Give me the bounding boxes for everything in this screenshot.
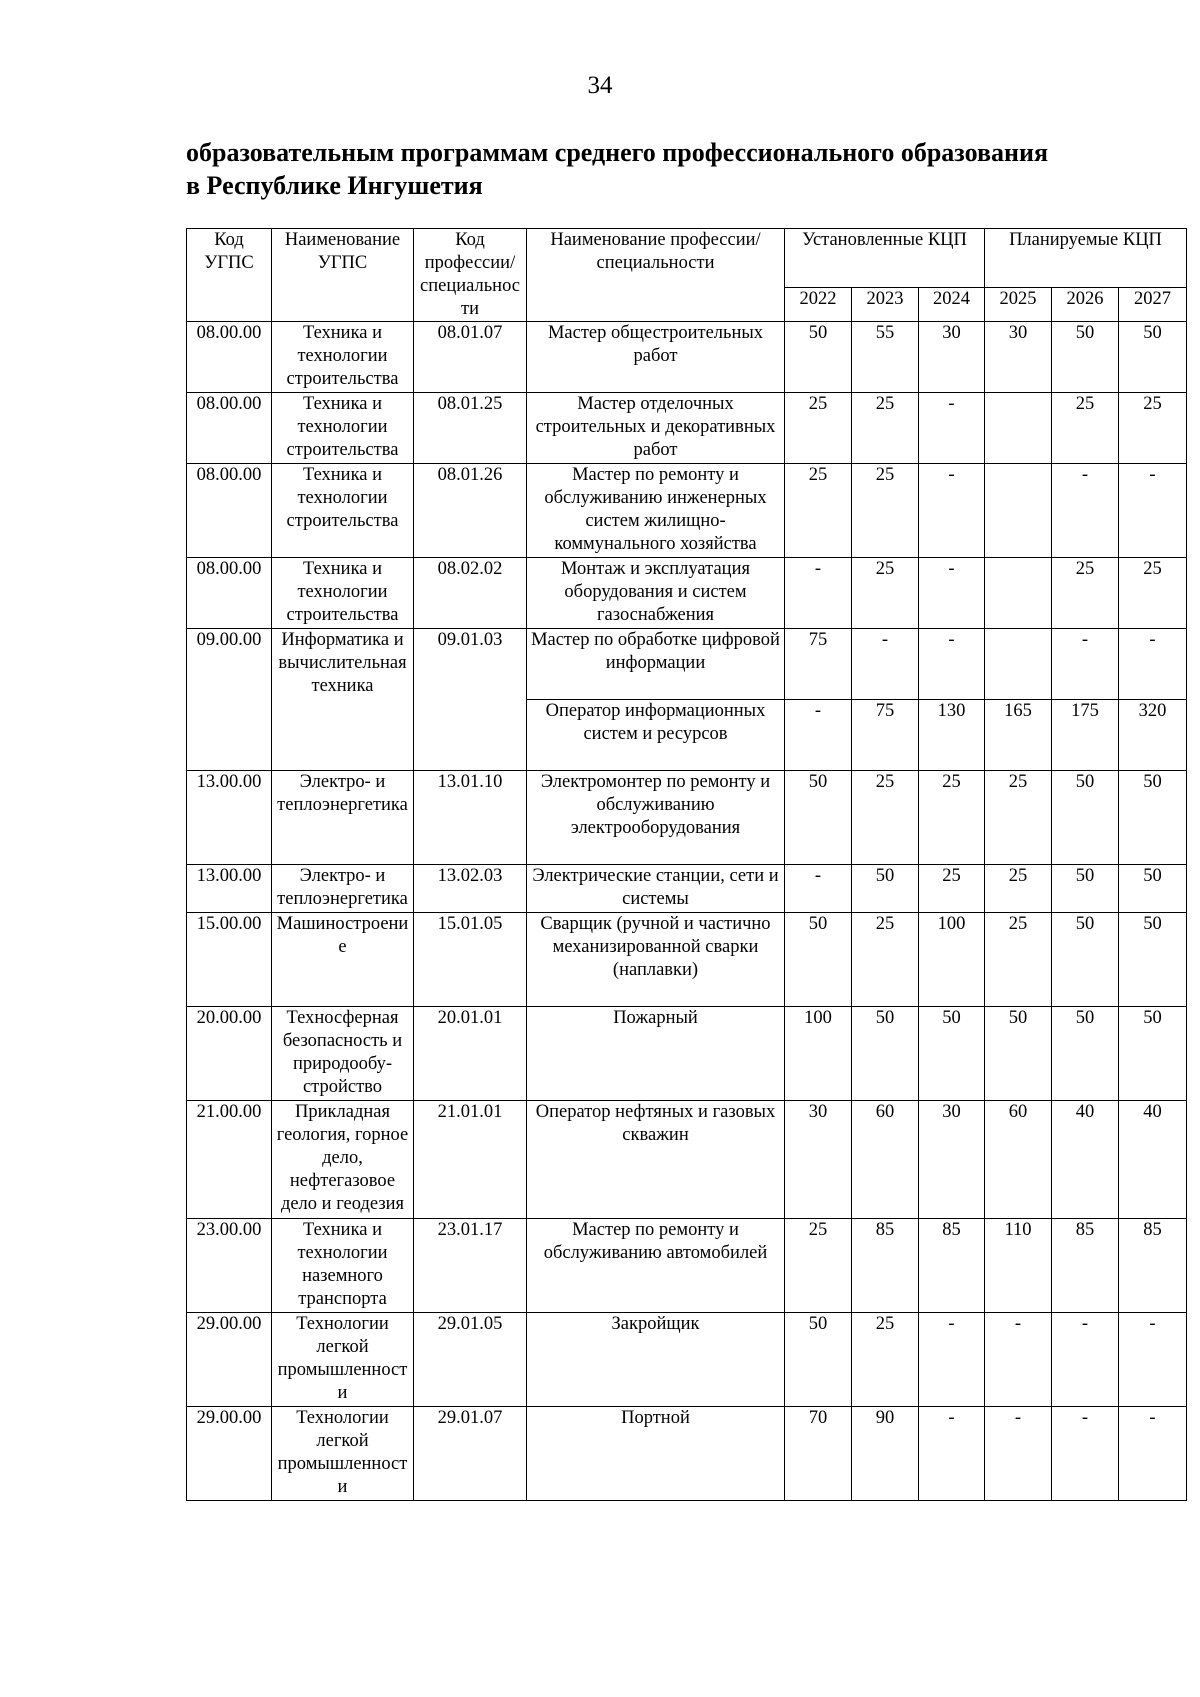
cell-value: 50 [852, 1007, 919, 1101]
table-row [187, 393, 1187, 464]
cell-code-profession: 09.01.03 [414, 629, 527, 771]
table-row [187, 1407, 1187, 1501]
header-name-ugps: Наименование УГПС [272, 229, 414, 322]
cell-name-profession: Мастер общестроительных работ [527, 322, 785, 393]
cell-value: 100 [785, 1007, 852, 1101]
cell-value: 25 [852, 393, 919, 464]
header-code-profession: Код профессии/ специальнос ти [414, 229, 527, 322]
cell-value: 25 [852, 464, 919, 558]
cell-value: 90 [852, 1407, 919, 1501]
header-year: 2023 [852, 287, 919, 321]
cell-value: 25 [852, 771, 919, 865]
cell-name-ugps: Информатика и вычислительная техника [272, 629, 414, 771]
table-row [187, 913, 1187, 1007]
cell-value: 25 [985, 865, 1052, 913]
cell-value: - [1052, 1407, 1119, 1501]
cell-name-profession: Электрические станции, сети и системы [527, 865, 785, 913]
cell-value: 85 [852, 1219, 919, 1313]
cell-value: 75 [852, 700, 919, 771]
cell-code-ugps: 20.00.00 [187, 1007, 272, 1101]
table-row [187, 629, 1187, 700]
cell-code-ugps: 21.00.00 [187, 1101, 272, 1219]
cell-value: - [985, 1407, 1052, 1501]
cell-code-profession: 08.01.25 [414, 393, 527, 464]
header-year: 2027 [1119, 287, 1187, 321]
cell-value [985, 393, 1052, 464]
cell-value: - [919, 629, 985, 700]
table-row [187, 322, 1187, 393]
cell-value: 50 [785, 913, 852, 1007]
cell-name-profession: Сварщик (ручной и частично механизированной сварки (наплавки) [527, 913, 785, 1007]
cell-code-profession: 29.01.07 [414, 1407, 527, 1501]
cell-value: 320 [1119, 700, 1187, 771]
cell-code-ugps: 13.00.00 [187, 771, 272, 865]
cell-value: 50 [1119, 865, 1187, 913]
cell-value: - [785, 700, 852, 771]
table-row [187, 865, 1187, 913]
cell-value: - [1119, 1313, 1187, 1407]
table-row [187, 558, 1187, 629]
title-line-2: в Республике Ингушетия [186, 171, 483, 200]
cell-code-profession: 13.01.10 [414, 771, 527, 865]
cell-name-profession: Мастер по ремонту и обслуживанию автомобилей [527, 1219, 785, 1313]
cell-value: 30 [919, 1101, 985, 1219]
header-code-ugps: Код УГПС [187, 229, 272, 322]
cell-value: - [919, 393, 985, 464]
cell-value: 25 [852, 558, 919, 629]
cell-value [985, 464, 1052, 558]
cell-name-profession: Мастер по обработке цифровой информации [527, 629, 785, 700]
cell-name-profession: Оператор информационных систем и ресурсов [527, 700, 785, 771]
cell-value: - [1119, 1407, 1187, 1501]
cell-name-profession: Пожарный [527, 1007, 785, 1101]
header-year: 2022 [785, 287, 852, 321]
cell-value: 25 [919, 865, 985, 913]
cell-code-ugps: 29.00.00 [187, 1313, 272, 1407]
cell-name-ugps: Технологии легкой промышленност и [272, 1313, 414, 1407]
cell-value: 60 [852, 1101, 919, 1219]
cell-value: 40 [1052, 1101, 1119, 1219]
cell-value: - [1052, 464, 1119, 558]
header-year: 2026 [1052, 287, 1119, 321]
cell-value: - [1119, 629, 1187, 700]
cell-name-ugps: Техника и технологии строительства [272, 464, 414, 558]
cell-code-ugps: 09.00.00 [187, 629, 272, 771]
cell-name-ugps: Техника и технологии строительства [272, 322, 414, 393]
cell-code-profession: 13.02.03 [414, 865, 527, 913]
header-planned-kcp: Планируемые КЦП [985, 229, 1187, 288]
cell-value: - [785, 558, 852, 629]
header-established-kcp: Установленные КЦП [785, 229, 985, 288]
cell-value: 50 [985, 1007, 1052, 1101]
cell-name-ugps: Техника и технологии строительства [272, 558, 414, 629]
cell-code-profession: 29.01.05 [414, 1313, 527, 1407]
cell-value: 85 [1119, 1219, 1187, 1313]
cell-value: 25 [919, 771, 985, 865]
cell-value: 130 [919, 700, 985, 771]
page-number: 34 [587, 72, 613, 99]
header-name-profession: Наименование профессии/ специальности [527, 229, 785, 322]
cell-value: 75 [785, 629, 852, 700]
cell-value: 50 [1119, 771, 1187, 865]
cell-value: 30 [985, 322, 1052, 393]
cell-name-profession: Оператор нефтяных и газовых скважин [527, 1101, 785, 1219]
cell-value: - [985, 1313, 1052, 1407]
cell-name-ugps: Электро- и теплоэнергетика [272, 771, 414, 865]
cell-name-ugps: Техника и технологии строительства [272, 393, 414, 464]
cell-value: 25 [852, 913, 919, 1007]
cell-value: 175 [1052, 700, 1119, 771]
cell-value: 165 [985, 700, 1052, 771]
cell-value: - [919, 558, 985, 629]
cell-value: 25 [1052, 393, 1119, 464]
cell-value: 40 [1119, 1101, 1187, 1219]
cell-value: 50 [1119, 913, 1187, 1007]
cell-name-ugps: Техника и технологии наземного транспорта [272, 1219, 414, 1313]
cell-value: 25 [785, 393, 852, 464]
cell-value: 55 [852, 322, 919, 393]
cell-value: 30 [919, 322, 985, 393]
cell-value: 50 [1052, 1007, 1119, 1101]
cell-value: 85 [1052, 1219, 1119, 1313]
table-row [187, 1219, 1187, 1313]
cell-value: 50 [1119, 322, 1187, 393]
cell-value: 25 [1119, 393, 1187, 464]
cell-value: - [1119, 464, 1187, 558]
cell-code-ugps: 13.00.00 [187, 865, 272, 913]
cell-value: - [919, 1313, 985, 1407]
cell-value: 100 [919, 913, 985, 1007]
cell-code-profession: 20.01.01 [414, 1007, 527, 1101]
cell-value: 50 [1052, 865, 1119, 913]
cell-code-ugps: 08.00.00 [187, 464, 272, 558]
title-line-1: образовательным программам среднего профессионального образования [186, 138, 1049, 167]
cell-value: 25 [785, 464, 852, 558]
cell-value: 85 [919, 1219, 985, 1313]
cell-value: 110 [985, 1219, 1052, 1313]
cell-code-ugps: 23.00.00 [187, 1219, 272, 1313]
cell-code-profession: 23.01.17 [414, 1219, 527, 1313]
cell-value: 50 [785, 1313, 852, 1407]
cell-value: 50 [785, 322, 852, 393]
cell-name-ugps: Техносферная безопасность и природообу-стройство [272, 1007, 414, 1101]
cell-name-profession: Мастер по ремонту и обслуживанию инженерных систем жилищно-коммунального хозяйства [527, 464, 785, 558]
cell-value: 50 [1052, 771, 1119, 865]
cell-value: 50 [852, 865, 919, 913]
cell-code-profession: 08.01.07 [414, 322, 527, 393]
cell-value: 25 [1119, 558, 1187, 629]
cell-value: 50 [919, 1007, 985, 1101]
cell-code-ugps: 29.00.00 [187, 1407, 272, 1501]
cell-code-ugps: 15.00.00 [187, 913, 272, 1007]
cell-value: 30 [785, 1101, 852, 1219]
cell-name-profession: Портной [527, 1407, 785, 1501]
cell-code-ugps: 08.00.00 [187, 558, 272, 629]
table-row [187, 1101, 1187, 1219]
cell-name-profession: Мастер отделочных строительных и декоративных работ [527, 393, 785, 464]
cell-name-ugps: Прикладная геология, горное дело, нефтегазовое дело и геодезия [272, 1101, 414, 1219]
cell-value: 25 [852, 1313, 919, 1407]
cell-name-ugps: Технологии легкой промышленност и [272, 1407, 414, 1501]
cell-value: 50 [1052, 913, 1119, 1007]
cell-value [985, 558, 1052, 629]
document-title [186, 136, 1146, 202]
cell-code-ugps: 08.00.00 [187, 393, 272, 464]
kcp-table [186, 228, 1187, 1501]
cell-name-profession: Монтаж и эксплуатация оборудования и систем газоснабжения [527, 558, 785, 629]
cell-value: - [785, 865, 852, 913]
header-year: 2024 [919, 287, 985, 321]
cell-name-profession: Закройщик [527, 1313, 785, 1407]
cell-code-profession: 15.01.05 [414, 913, 527, 1007]
cell-value [985, 629, 1052, 700]
cell-value: 70 [785, 1407, 852, 1501]
table-row [187, 464, 1187, 558]
cell-code-profession: 08.01.26 [414, 464, 527, 558]
cell-value: 25 [985, 771, 1052, 865]
cell-name-profession: Электромонтер по ремонту и обслуживанию электрооборудования [527, 771, 785, 865]
table-row [187, 1007, 1187, 1101]
cell-code-profession: 21.01.01 [414, 1101, 527, 1219]
cell-value: - [919, 1407, 985, 1501]
cell-value: 50 [1052, 322, 1119, 393]
table-row [187, 1313, 1187, 1407]
cell-value: 50 [785, 771, 852, 865]
cell-value: 60 [985, 1101, 1052, 1219]
cell-value: 25 [985, 913, 1052, 1007]
cell-value: - [1052, 629, 1119, 700]
header-year: 2025 [985, 287, 1052, 321]
cell-name-ugps: Электро- и теплоэнергетика [272, 865, 414, 913]
cell-value: - [852, 629, 919, 700]
cell-value: - [1052, 1313, 1119, 1407]
cell-value: 50 [1119, 1007, 1187, 1101]
cell-value: - [919, 464, 985, 558]
cell-value: 25 [785, 1219, 852, 1313]
cell-name-ugps: Машиностроени е [272, 913, 414, 1007]
table-row [187, 771, 1187, 865]
cell-value: 25 [1052, 558, 1119, 629]
cell-code-profession: 08.02.02 [414, 558, 527, 629]
cell-code-ugps: 08.00.00 [187, 322, 272, 393]
